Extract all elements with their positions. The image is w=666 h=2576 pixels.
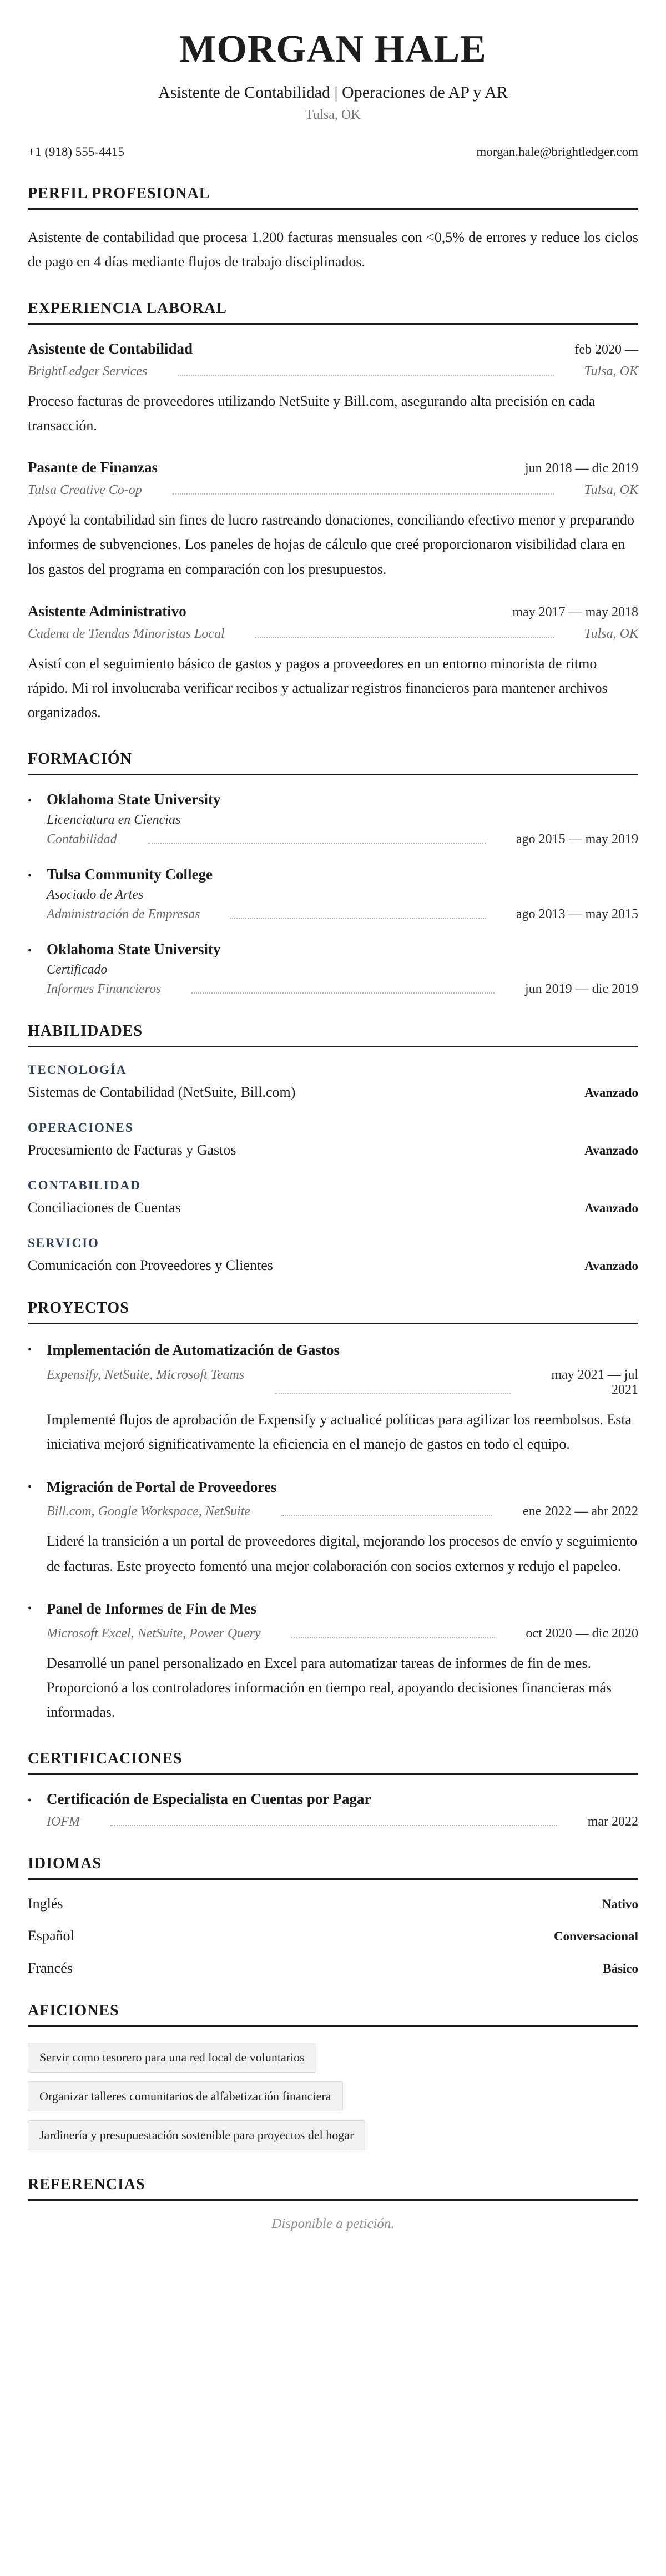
job-company-row: [28, 483, 638, 498]
skill-group: [28, 1121, 638, 1158]
job-item: [28, 340, 638, 438]
candidate-title: Asistente de Contabilidad | Operaciones de AP y AR: [158, 83, 508, 102]
field-row: [47, 832, 638, 847]
job-title: Pasante de Finanzas: [28, 459, 158, 476]
job-title-row: [28, 603, 638, 620]
hobby-tag: Organizar talleres comunitarios de alfabetización financiera: [28, 2081, 343, 2111]
bullet-icon: •: [28, 1344, 32, 1357]
section-hobbies: [28, 2002, 638, 2150]
job-title-row: [28, 459, 638, 476]
job-item: [28, 603, 638, 725]
dotted-leader: [173, 493, 554, 495]
project-dates: oct 2020 — dic 2020: [526, 1626, 638, 1641]
skill-row: [28, 1257, 638, 1274]
skill-category: CONTABILIDAD: [28, 1178, 141, 1193]
project-item: [28, 1340, 638, 1456]
section-projects: [28, 1299, 638, 1725]
project-title: Implementación de Automatización de Gastos: [47, 1342, 340, 1359]
education-body: [47, 941, 638, 997]
project-tools-row: [47, 1368, 638, 1398]
education-item: [28, 941, 638, 997]
certification-body: [47, 1791, 638, 1829]
skill-category: OPERACIONES: [28, 1121, 134, 1135]
job-company: BrightLedger Services: [28, 364, 148, 379]
dotted-leader: [148, 843, 486, 844]
section-heading-profile: PERFIL PROFESIONAL: [28, 185, 638, 210]
email-address: morgan.hale@brightledger.com: [476, 144, 638, 159]
dotted-leader: [230, 918, 486, 919]
skill-row: [28, 1199, 638, 1216]
section-languages: [28, 1855, 638, 1977]
project-item: [28, 1599, 638, 1725]
language-name: Inglés: [28, 1896, 63, 1912]
skill-category: TECNOLOGÍA: [28, 1063, 127, 1077]
skill-category: SERVICIO: [28, 1236, 99, 1251]
job-title: Asistente Administrativo: [28, 602, 186, 619]
project-description: Lideré la transición a un portal de proveedores digital, mejorando los procesos de envío y seguimiento de facturas. Este proyecto fomentó una mejor colaboración con socios externos y redujo el papeleo.: [47, 1533, 638, 1574]
education-dates: ago 2015 — may 2019: [516, 832, 638, 847]
references-note: Disponible a petición.: [271, 2216, 395, 2232]
job-title-row: [28, 340, 638, 357]
dotted-leader: [255, 637, 554, 638]
project-item: [28, 1477, 638, 1579]
certification-item: [28, 1791, 638, 1829]
skill-group: [28, 1178, 638, 1216]
degree-name: Licenciatura en Ciencias: [47, 813, 181, 828]
certification-title: Certificación de Especialista en Cuentas por Pagar: [47, 1791, 371, 1808]
education-item: [28, 866, 638, 922]
project-tools: Expensify, NetSuite, Microsoft Teams: [47, 1368, 245, 1383]
bullet-icon: •: [28, 1480, 32, 1493]
job-location: Tulsa, OK: [584, 364, 638, 379]
project-body: [47, 1340, 638, 1456]
job-item: [28, 459, 638, 582]
project-body: [47, 1477, 638, 1579]
dotted-leader: [110, 1825, 557, 1826]
project-dates: may 2021 — jul 2021: [551, 1368, 638, 1398]
field-of-study: Contabilidad: [47, 832, 117, 847]
degree-name: Certificado: [47, 962, 108, 977]
project-description: Implementé flujos de aprobación de Expensify y actualicé políticas para agilizar los reembolsos. Esta iniciativa mejoró significativamente la eficiencia en el manejo de gastos en todo el equipo.: [47, 1411, 632, 1453]
dotted-leader: [191, 992, 495, 994]
project-tools-row: [47, 1504, 638, 1519]
skill-row: [28, 1084, 638, 1101]
dotted-leader: [275, 1393, 511, 1394]
job-title: Asistente de Contabilidad: [28, 340, 193, 357]
skill-name: Comunicación con Proveedores y Clientes: [28, 1257, 273, 1274]
education-item: [28, 791, 638, 847]
candidate-name: MORGAN HALE: [179, 28, 487, 70]
section-heading-experience: EXPERIENCIA LABORAL: [28, 300, 638, 325]
job-dates: jun 2018 — dic 2019: [525, 461, 638, 476]
skill-name: Conciliaciones de Cuentas: [28, 1199, 181, 1216]
bullet-icon: •: [28, 1794, 32, 1807]
job-location: Tulsa, OK: [584, 483, 638, 498]
skill-level: Avanzado: [584, 1201, 638, 1216]
project-title: Panel de Informes de Fin de Mes: [47, 1600, 256, 1617]
education-body: [47, 866, 638, 922]
field-row: [47, 907, 638, 922]
section-certifications: [28, 1750, 638, 1829]
section-heading-projects: PROYECTOS: [28, 1299, 638, 1324]
language-name: Francés: [28, 1960, 73, 1977]
job-company-row: [28, 627, 638, 642]
dotted-leader: [281, 1515, 492, 1516]
education-body: [47, 791, 638, 847]
section-references: [28, 2176, 638, 2232]
contact-row: [28, 145, 638, 159]
skill-group: [28, 1236, 638, 1274]
profile-summary: Asistente de contabilidad que procesa 1.200 facturas mensuales con <0,5% de errores y reduce los ciclos de pago en 4 días mediante flujos de trabajo disciplinados.: [28, 229, 638, 270]
section-skills: [28, 1022, 638, 1274]
field-of-study: Administración de Empresas: [47, 907, 200, 922]
skill-level: Avanzado: [584, 1086, 638, 1100]
candidate-location: Tulsa, OK: [305, 107, 361, 122]
language-level: Nativo: [602, 1897, 638, 1912]
skill-name: Sistemas de Contabilidad (NetSuite, Bill.com): [28, 1084, 296, 1101]
job-dates: may 2017 — may 2018: [512, 604, 638, 619]
language-row: [28, 1928, 638, 1944]
language-level: Conversacional: [553, 1929, 638, 1944]
section-heading-languages: IDIOMAS: [28, 1855, 638, 1880]
school-name: Oklahoma State University: [47, 791, 221, 808]
project-dates: ene 2022 — abr 2022: [523, 1504, 638, 1519]
project-tools: Microsoft Excel, NetSuite, Power Query: [47, 1626, 261, 1641]
bullet-icon: •: [28, 870, 32, 883]
hobby-tag: Jardinería y presupuestación sostenible para proyectos del hogar: [28, 2120, 365, 2150]
section-profile: [28, 185, 638, 274]
education-dates: ago 2013 — may 2015: [516, 907, 638, 922]
dotted-leader: [178, 375, 553, 376]
language-row: [28, 1896, 638, 1912]
certification-date: mar 2022: [587, 1814, 638, 1829]
section-heading-skills: HABILIDADES: [28, 1022, 638, 1047]
bullet-icon: •: [28, 1602, 32, 1615]
job-company-row: [28, 364, 638, 379]
job-description: Apoyé la contabilidad sin fines de lucro rastreando donaciones, conciliando efectivo menor y preparando informes de subvenciones. Los paneles de hojas de cálculo que creé proporcionaron visibilidad clara en los gastos del programa en comparación con los presupuestos.: [28, 512, 635, 577]
certification-issuer-row: [47, 1814, 638, 1829]
skill-name: Procesamiento de Facturas y Gastos: [28, 1142, 236, 1158]
skill-group: [28, 1063, 638, 1101]
field-of-study: Informes Financieros: [47, 982, 162, 997]
hobby-tag: Servir como tesorero para una red local de voluntarios: [28, 2043, 316, 2073]
project-description: Desarrollé un panel personalizado en Excel para automatizar tareas de informes de fin de mes. Proporcionó a los controladores información en tiempo real, apoyando decisiones financieras más informadas.: [47, 1655, 612, 1720]
section-heading-hobbies: AFICIONES: [28, 2002, 638, 2027]
section-education: [28, 750, 638, 997]
section-heading-references: REFERENCIAS: [28, 2176, 638, 2201]
school-name: Oklahoma State University: [47, 941, 221, 958]
bullet-icon: •: [28, 795, 32, 808]
language-level: Básico: [603, 1962, 638, 1976]
phone-number: +1 (918) 555-4415: [28, 144, 124, 159]
language-name: Español: [28, 1928, 74, 1944]
section-heading-education: FORMACIÓN: [28, 750, 638, 775]
skill-row: [28, 1142, 638, 1158]
bullet-icon: •: [28, 945, 32, 957]
project-title: Migración de Portal de Proveedores: [47, 1478, 277, 1495]
resume-header: [28, 29, 638, 159]
job-description: Asistí con el seguimiento básico de gastos y pagos a proveedores en un entorno minorista de ritmo rápido. Mi rol involucraba verificar recibos y actualizar registros financieros para mantener archivos organizados.: [28, 655, 608, 721]
school-name: Tulsa Community College: [47, 866, 213, 883]
job-location: Tulsa, OK: [584, 626, 638, 641]
section-heading-certifications: CERTIFICACIONES: [28, 1750, 638, 1775]
job-company: Tulsa Creative Co-op: [28, 483, 142, 498]
skill-level: Avanzado: [584, 1143, 638, 1158]
degree-name: Asociado de Artes: [47, 888, 144, 903]
skill-level: Avanzado: [584, 1259, 638, 1273]
project-tools-row: [47, 1626, 638, 1641]
field-row: [47, 982, 638, 997]
section-experience: [28, 300, 638, 725]
project-tools: Bill.com, Google Workspace, NetSuite: [47, 1504, 251, 1519]
education-dates: jun 2019 — dic 2019: [525, 982, 638, 997]
job-dates: feb 2020 —: [574, 342, 638, 357]
job-description: Proceso facturas de proveedores utilizando NetSuite y Bill.com, asegurando alta precisión en cada transacción.: [28, 392, 596, 434]
job-company: Cadena de Tiendas Minoristas Local: [28, 626, 225, 641]
project-body: [47, 1599, 638, 1725]
certification-issuer: IOFM: [47, 1814, 80, 1829]
language-row: [28, 1960, 638, 1977]
dotted-leader: [291, 1637, 496, 1638]
